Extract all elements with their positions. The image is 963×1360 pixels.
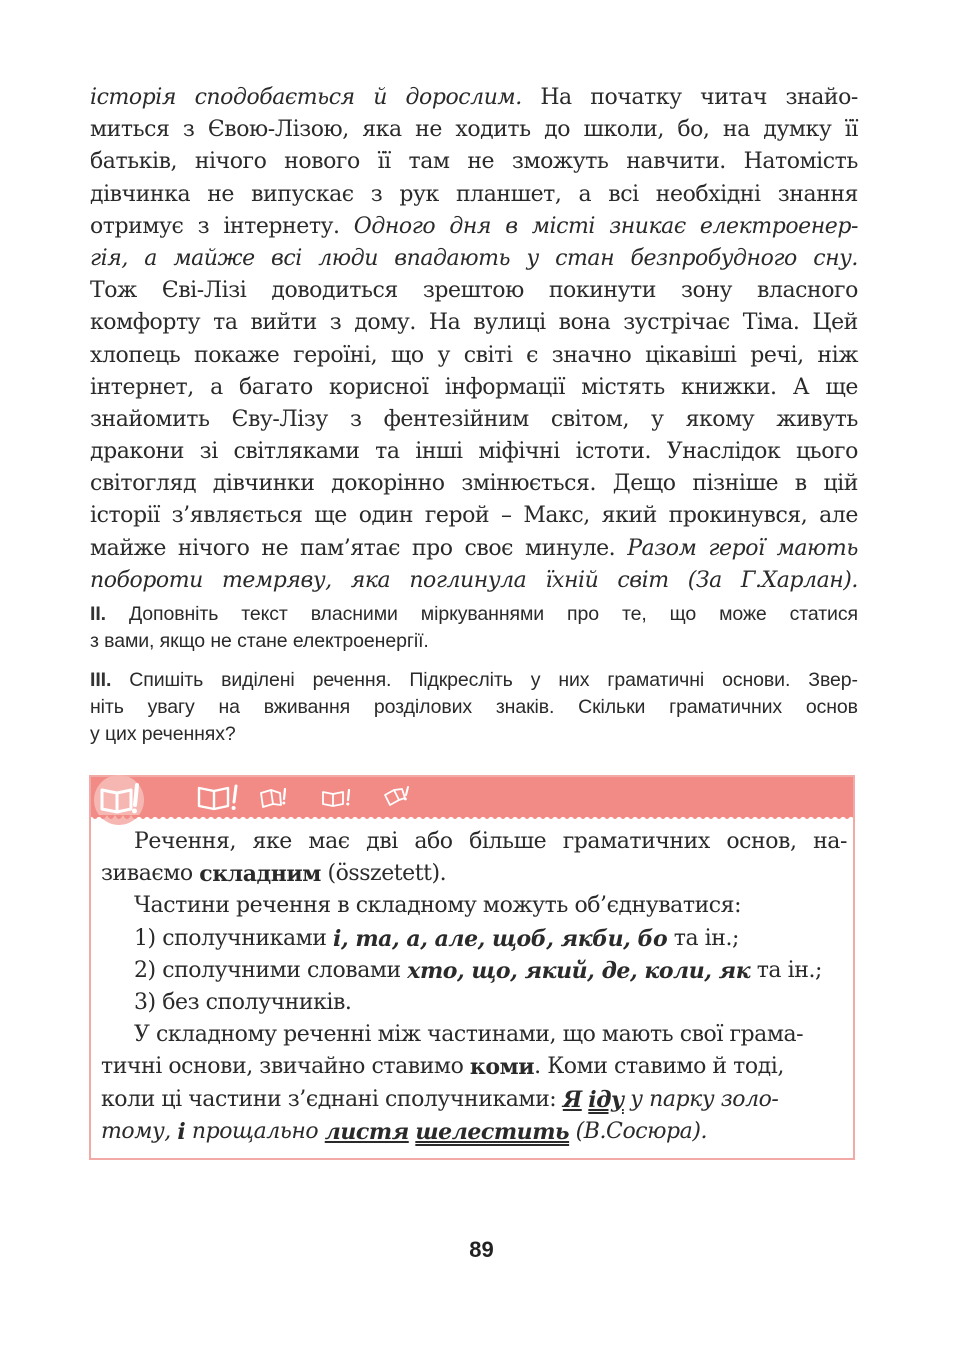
word: текст (241, 603, 288, 625)
word: світом, (550, 406, 629, 432)
story-line (90, 275, 858, 307)
word: з (349, 406, 362, 432)
word: Цей (812, 310, 858, 336)
word: інформації (444, 374, 565, 400)
word: всі (608, 181, 639, 207)
word: докорінно (331, 471, 445, 497)
word: з (370, 181, 383, 207)
word: Разом (627, 535, 697, 561)
word: зустрічає (623, 310, 730, 336)
book-exclamation-icon (383, 785, 413, 807)
term-bold: складним (199, 861, 321, 888)
word: її (844, 117, 858, 143)
word: мають (776, 535, 858, 561)
word: комфорту (90, 310, 201, 336)
word: у (530, 669, 541, 691)
word: а (144, 245, 157, 271)
word: навчити. (626, 149, 726, 175)
word: пізніше (692, 471, 779, 497)
word: та (213, 310, 238, 336)
scallop-path (91, 815, 853, 819)
word: Єву-Лізу (231, 406, 328, 432)
word: основ, (726, 829, 797, 854)
word: школи, (583, 117, 664, 143)
word: або (414, 829, 453, 854)
word: фентезійним (383, 406, 529, 432)
word: на (722, 117, 750, 143)
word: не (415, 117, 442, 143)
story-line (90, 500, 858, 532)
word: інтернету. (223, 213, 340, 239)
word: у (651, 406, 664, 432)
word: думку (763, 117, 832, 143)
word: ніж (817, 342, 858, 368)
example-predicate: шелестить (415, 1118, 570, 1145)
word: А (792, 374, 810, 400)
word: початку (590, 85, 682, 110)
word: основ (805, 696, 858, 718)
word: дракони (90, 439, 184, 465)
word: на (218, 696, 240, 718)
word: вийти (250, 310, 317, 336)
word: ходить (455, 117, 531, 143)
word: з (197, 213, 210, 239)
word: отримує (90, 213, 184, 239)
word: Г.Харлан). (740, 567, 858, 593)
story-line (90, 179, 858, 211)
word: Дещо (612, 471, 676, 497)
word: місті (531, 213, 595, 239)
story-line (90, 146, 858, 178)
word: випускає (251, 181, 354, 207)
header-scallop-edge (91, 815, 853, 823)
task-text: у цих реченнях? (90, 723, 236, 745)
word: Доповніть (128, 603, 219, 625)
word: всі (271, 245, 302, 271)
word: зі (199, 439, 218, 465)
word: про (411, 535, 453, 561)
word: увагу (147, 696, 195, 718)
conjunctive-words: хто, що, який, де, коли, як (407, 957, 751, 984)
word: корисної (329, 374, 429, 400)
word: ще (825, 374, 858, 400)
word: цього (795, 439, 858, 465)
word: про (567, 603, 599, 625)
word: з’являється (171, 503, 303, 529)
word: інші (415, 439, 463, 465)
word: героїні, (293, 342, 378, 368)
word: дня (449, 213, 492, 239)
example-predicate: іду (588, 1086, 624, 1113)
word: змінюється. (461, 471, 597, 497)
word: стан (555, 245, 615, 271)
word: побороти (90, 567, 203, 593)
word: речення. (312, 669, 392, 691)
word: своє (464, 535, 514, 561)
story-line (90, 211, 858, 243)
word: Спишіть (129, 669, 204, 691)
word: знаків. (495, 696, 555, 718)
word: них (558, 669, 590, 691)
word: безпробудного (630, 245, 797, 271)
page-number: 89 (469, 1237, 494, 1262)
word: зможуть (511, 149, 609, 175)
word: нічого (177, 535, 250, 561)
word: книжки. (681, 374, 777, 400)
story-line (90, 307, 858, 339)
term-bold: коми (469, 1054, 535, 1081)
word: Євою-Лізою, (207, 117, 349, 143)
word: розділових (373, 696, 473, 718)
word: рук (399, 181, 439, 207)
word: з (182, 117, 195, 143)
word: може (719, 603, 767, 625)
story-line (90, 436, 858, 468)
story-line (90, 114, 858, 146)
word: необхідні (655, 181, 761, 207)
conjunctions: і, та, а, але, щоб, якби, бо (333, 925, 668, 952)
word: планшет, (455, 181, 562, 207)
word: виділені (221, 669, 295, 691)
word: не (467, 149, 495, 175)
word: (За (687, 567, 722, 593)
word: світі (463, 342, 513, 368)
word: цікавіші (645, 342, 737, 368)
story-text (90, 82, 858, 597)
word: сну. (813, 245, 858, 271)
book-exclamation-icon (321, 787, 353, 809)
word: покинути (548, 278, 656, 304)
word: міркуваннями (420, 603, 545, 625)
task-2 (90, 601, 858, 655)
word: вона (558, 310, 611, 336)
word: доводиться (271, 278, 398, 304)
word: хлопець (90, 342, 181, 368)
word: – (500, 503, 512, 529)
story-line (90, 340, 858, 372)
list-item: 2) сполучними словами (134, 957, 408, 983)
word: яке (252, 829, 292, 854)
word: знайо- (785, 85, 858, 110)
word: у (526, 245, 539, 271)
word: III. (90, 669, 112, 691)
word: Одного (353, 213, 436, 239)
rule-line: коли ці частини з’єднані сполучниками: (101, 1086, 563, 1112)
task-text: з вами, якщо не стане електроенергії. (90, 630, 429, 652)
word: майже (90, 535, 166, 561)
word: вулиці (473, 310, 546, 336)
word: один (358, 503, 414, 529)
word: бо, (677, 117, 710, 143)
word: й (373, 85, 387, 110)
rule-line: Частини речення в складному можуть об’єднуватися: (134, 893, 742, 919)
word: електроенер- (699, 213, 858, 239)
example-conjunction: і (177, 1118, 186, 1145)
word: граматичні (607, 669, 705, 691)
example-text: прощально (185, 1118, 325, 1144)
word: зникає (609, 213, 686, 239)
word: більше (469, 829, 547, 854)
word: дорослим. (405, 85, 522, 110)
word: Підкресліть (409, 669, 513, 691)
word: та (375, 439, 400, 465)
word: цій (823, 471, 858, 497)
story-line (90, 404, 858, 436)
word: багато (239, 374, 313, 400)
list-item: 3) без сполучників. (134, 989, 352, 1015)
word: темряву, (221, 567, 332, 593)
list-item: та ін.; (667, 925, 739, 951)
word: міфічні (478, 439, 560, 465)
word: На (428, 310, 461, 336)
list-item: 1) сполучниками (134, 925, 334, 951)
word: пам’ятає (300, 535, 400, 561)
example-subject: Я (562, 1086, 582, 1113)
task-3 (90, 667, 858, 748)
book-exclamation-icon (259, 787, 289, 809)
word: Речення, (134, 829, 236, 854)
example-text: тому, (101, 1118, 178, 1144)
word: власного (757, 278, 858, 304)
rule-line: зиваємо (101, 861, 200, 887)
word: в (794, 471, 807, 497)
word: речі, (750, 342, 804, 368)
word: зону (680, 278, 733, 304)
word: є (526, 342, 539, 368)
word: герой (424, 503, 490, 529)
word: Унаслідок (666, 439, 781, 465)
word: дівчинки (212, 471, 315, 497)
word: на- (813, 829, 847, 854)
word: історія (90, 85, 176, 110)
word: впадають (394, 245, 511, 271)
word: сподобається (194, 85, 355, 110)
word: істоти. (575, 439, 652, 465)
story-line (90, 565, 858, 597)
word: ще (314, 503, 347, 529)
word: нічого (194, 149, 267, 175)
example-subject: листя (324, 1118, 409, 1145)
word: миться (90, 117, 170, 143)
word: основи. (722, 669, 791, 691)
word: гія, (90, 245, 128, 271)
rule-text (101, 826, 847, 1148)
word: ніть (90, 696, 124, 718)
list-item: та ін.; (750, 957, 822, 983)
word: там (408, 149, 450, 175)
word: інтернет, (90, 374, 194, 400)
word: зрештою (422, 278, 524, 304)
word: знання (777, 181, 858, 207)
word: II. (90, 603, 106, 625)
story-line (90, 82, 858, 114)
word: світ (617, 567, 669, 593)
word: Натомість (743, 149, 858, 175)
word: Скільки (578, 696, 646, 718)
word: а (578, 181, 592, 207)
story-line (90, 372, 858, 404)
word: минуле. (525, 535, 616, 561)
word: вживання (263, 696, 351, 718)
story-line (90, 243, 858, 275)
word: дві (366, 829, 398, 854)
word: поглинула (409, 567, 527, 593)
word: читач (700, 85, 767, 110)
word: не (207, 181, 234, 207)
word: люди (318, 245, 378, 271)
story-line (90, 468, 858, 500)
word: Єві-Лізі (161, 278, 247, 304)
word: має (308, 829, 350, 854)
word: батьків, (90, 149, 178, 175)
word: світляками (233, 439, 360, 465)
word: граматичних (562, 829, 710, 854)
word: не (261, 535, 289, 561)
example-text: у парку золо- (623, 1086, 779, 1112)
word: прокинувся, (668, 503, 808, 529)
rule-line: . Коми ставимо й тоді, (534, 1054, 784, 1080)
rule-line: (összetett). (320, 861, 447, 887)
word: нового (284, 149, 360, 175)
word: але (819, 503, 858, 529)
word: що (669, 603, 697, 625)
word: її (377, 149, 391, 175)
word: з (329, 310, 342, 336)
word: граматичних (669, 696, 783, 718)
story-line (90, 533, 858, 565)
word: який (601, 503, 657, 529)
word: містять (581, 374, 665, 400)
word: історії (90, 503, 160, 529)
word: що (390, 342, 424, 368)
word: власними (310, 603, 398, 625)
word: майже (173, 245, 255, 271)
rule-header (91, 777, 853, 817)
word: якому (685, 406, 755, 432)
word: до (544, 117, 571, 143)
word: а (210, 374, 223, 400)
word: в (505, 213, 518, 239)
word: живуть (776, 406, 858, 432)
word: знайомить (90, 406, 210, 432)
word: Звер- (808, 669, 858, 691)
word: дівчинка (90, 181, 191, 207)
word: яка (362, 117, 402, 143)
word: статися (789, 603, 858, 625)
word: яка (350, 567, 391, 593)
rule-line: тичні основи, звичайно ставимо (101, 1054, 470, 1080)
word: у (437, 342, 450, 368)
word: Тіма. (742, 310, 800, 336)
example-source: (В.Сосюра). (569, 1118, 708, 1144)
word: Макс, (523, 503, 590, 529)
word: Тож (90, 278, 137, 304)
book-exclamation-icon (196, 783, 242, 813)
word: покаже (194, 342, 280, 368)
word: те, (621, 603, 647, 625)
word: дому. (354, 310, 416, 336)
word: світогляд (90, 471, 197, 497)
word: герої (708, 535, 765, 561)
word: їхній (545, 567, 599, 593)
rule-line: У складному реченні між частинами, що мають свої грама- (134, 1022, 804, 1048)
word: На (540, 85, 572, 110)
word: значно (551, 342, 632, 368)
